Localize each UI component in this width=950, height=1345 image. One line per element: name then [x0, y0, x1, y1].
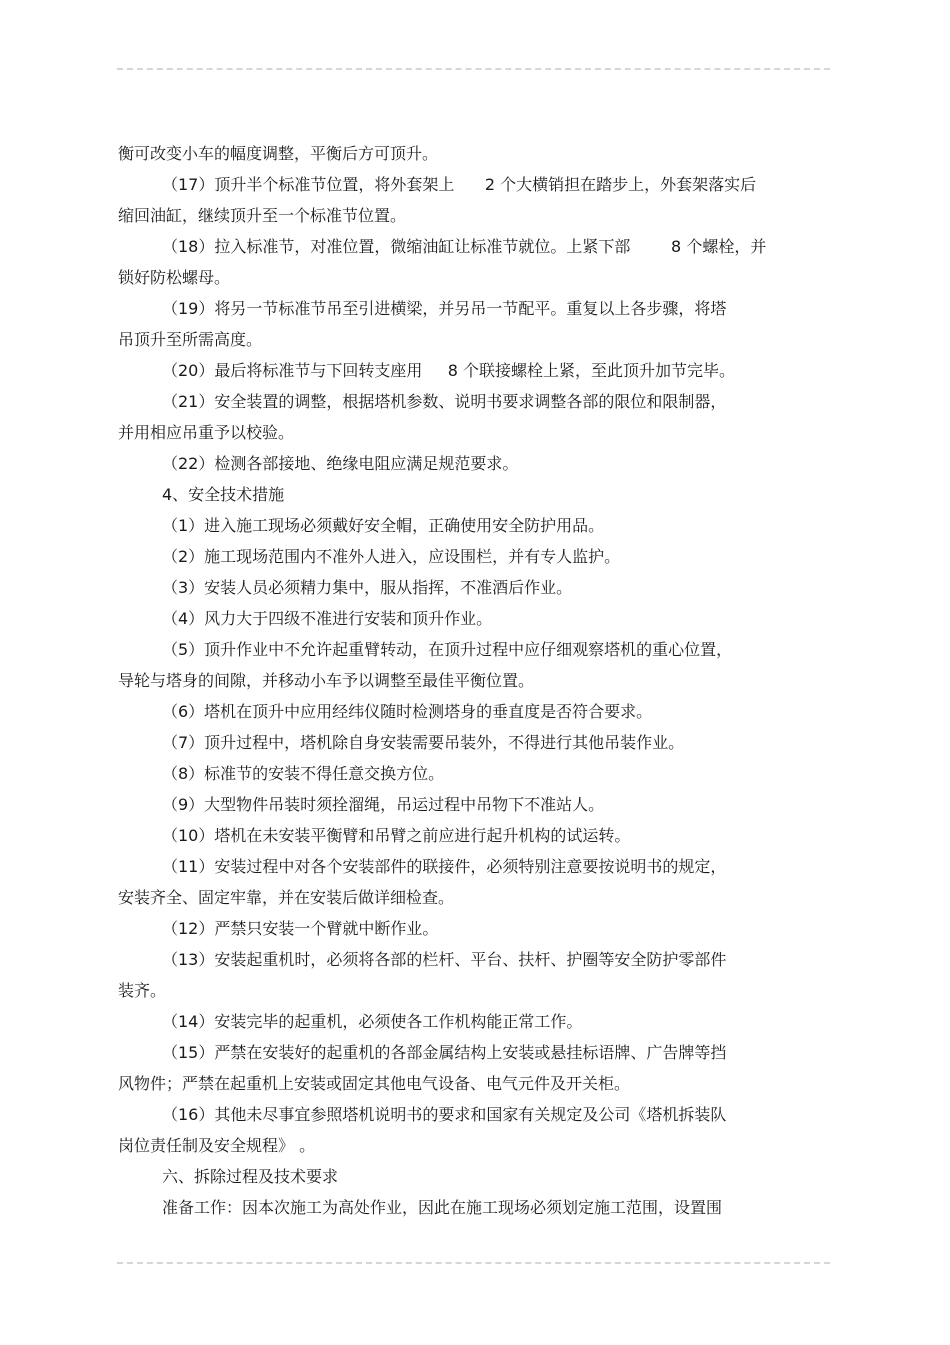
text-line: （13）安装起重机时，必须将各部的栏杆、平台、扶杆、护圈等安全防护零部件: [162, 950, 727, 969]
text-line: （16）其他未尽事宜参照塔机说明书的要求和国家有关规定及公司《塔机拆装队: [162, 1105, 727, 1124]
text-line: （15）严禁在安装好的起重机的各部金属结构上安装或悬挂标语牌、广告牌等挡: [162, 1043, 727, 1062]
text-line: （3）安装人员必须精力集中，服从指挥，不准酒后作业。: [162, 578, 573, 597]
text-line: 装齐。: [118, 981, 167, 1000]
text-line: （6）塔机在顶升中应用经纬仪随时检测塔身的垂直度是否符合要求。: [162, 702, 653, 721]
text-line: （4）风力大于四级不准进行安装和顶升作业。: [162, 609, 493, 628]
text-line: 并用相应吊重予以校验。: [118, 423, 295, 442]
text-line: 准备工作：因本次施工为高处作业，因此在施工现场必须划定施工范围，设置围: [162, 1198, 723, 1217]
text-line: 缩回油缸，继续顶升至一个标准节位置。: [118, 206, 407, 225]
text-line: （14）安装完毕的起重机，必须使各工作机构能正常工作。: [162, 1012, 583, 1031]
text-line: （9）大型物件吊装时须拴溜绳，吊运过程中吊物下不准站人。: [162, 795, 605, 814]
text-line: 衡可改变小车的幅度调整，平衡后方可顶升。: [118, 144, 439, 163]
text-line: （12）严禁只安装一个臂就中断作业。: [162, 919, 439, 938]
text-line: （8）标准节的安装不得任意交换方位。: [162, 764, 445, 783]
text-line: 4、安全技术措施: [162, 485, 285, 504]
text-line: （11）安装过程中对各个安装部件的联接件，必须特别注意要按说明书的规定，: [162, 857, 727, 876]
text-line: （18）拉入标准节，对准位置，微缩油缸让标准节就位。上紧下部 8 个螺栓，并: [162, 237, 767, 256]
text-line: （1）进入施工现场必须戴好安全帽，正确使用安全防护用品。: [162, 516, 605, 535]
text-line: （21）安全装置的调整，根据塔机参数、说明书要求调整各部的限位和限制器，: [162, 392, 727, 411]
text-line: （22）检测各部接地、绝缘电阻应满足规范要求。: [162, 454, 519, 473]
text-line: （10）塔机在未安装平衡臂和吊臂之前应进行起升机构的试运转。: [162, 826, 631, 845]
text-line: 六、拆除过程及技术要求: [162, 1167, 339, 1186]
text-line: （19）将另一节标准节吊至引进横梁，并另吊一节配平。重复以上各步骤，将塔: [162, 299, 727, 318]
text-line: （7）顶升过程中，塔机除自身安装需要吊装外，不得进行其他吊装作业。: [162, 733, 685, 752]
text-line: 安装齐全、固定牢靠，并在安装后做详细检查。: [118, 888, 455, 907]
text-line: 吊顶升至所需高度。: [118, 330, 263, 349]
text-line: 岗位责任制及安全规程》 。: [118, 1136, 316, 1155]
text-line: （20）最后将标准节与下回转支座用 8 个联接螺栓上紧，至此顶升加节完毕。: [162, 361, 736, 380]
text-line: （2）施工现场范围内不准外人进入，应设围栏，并有专人监护。: [162, 547, 621, 566]
text-line: 导轮与塔身的间隙，并移动小车予以调整至最佳平衡位置。: [118, 671, 535, 690]
text-line: 风物件；严禁在起重机上安装或固定其他电气设备、电气元件及开关柜。: [118, 1074, 631, 1093]
text-line: 锁好防松螺母。: [118, 268, 231, 287]
text-line: （5）顶升作业中不允许起重臂转动，在顶升过程中应仔细观察塔机的重心位置，: [162, 640, 733, 659]
text-line: （17）顶升半个标准节位置，将外套架上 2 个大横销担在踏步上，外套架落实后: [162, 175, 757, 194]
